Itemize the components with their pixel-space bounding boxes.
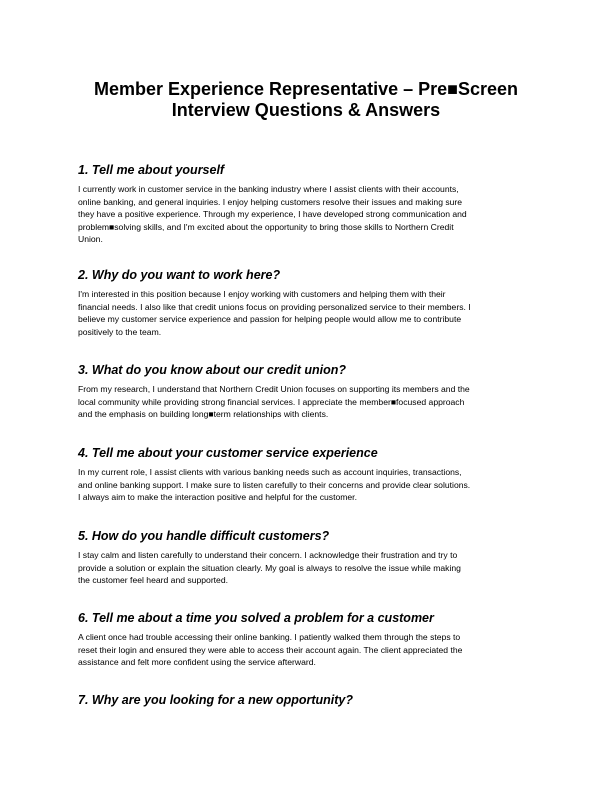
answer-line: believe my customer service experience and passion for helping people would allow me to contribute <box>78 314 462 325</box>
title-line-1: Member Experience Representative – Pre■Screen <box>93 79 519 99</box>
question-answer <box>78 288 536 338</box>
answer-line: they have a positive experience. Through my experience, I have developed strong communication and <box>78 209 467 220</box>
question-section-5 <box>78 529 536 587</box>
question-answer <box>78 549 536 587</box>
question-heading: 6. Tell me about a time you solved a problem for a customer <box>78 611 434 625</box>
answer-line: I currently work in customer service in the banking industry where I assist clients with their accounts, <box>78 184 459 194</box>
question-heading: 1. Tell me about yourself <box>78 163 225 177</box>
question-heading: 4. Tell me about your customer service experience <box>78 446 378 460</box>
document-title <box>60 79 552 121</box>
answer-line: financial needs. I also like that credit unions focus on providing personalized service to their members. I <box>78 301 471 312</box>
question-answer <box>78 383 536 421</box>
question-section-1 <box>78 163 536 246</box>
answer-line: Union. <box>78 234 103 245</box>
answer-line: positively to the team. <box>78 326 162 337</box>
question-heading: 5. How do you handle difficult customers? <box>78 529 330 543</box>
answer-line: I always aim to make the interaction positive and helpful for the customer. <box>78 492 357 503</box>
answer-line: problem■solving skills, and I'm excited about the opportunity to bring those skills to Northern Credit <box>78 221 454 232</box>
answer-line: local community while providing strong financial services. I appreciate the member■focused approach <box>78 396 465 407</box>
answer-line: the customer feel heard and supported. <box>78 575 229 586</box>
answer-line: online banking, and general inquiries. I enjoy helping customers resolve their issues and making sure <box>78 196 463 207</box>
answer-line: In my current role, I assist clients with various banking needs such as account inquiries, transactions, <box>78 467 462 477</box>
question-section-4 <box>78 446 536 504</box>
question-section-7 <box>78 693 536 708</box>
answer-line: and the emphasis on building long■term relationships with clients. <box>78 409 329 420</box>
question-answer <box>78 631 536 669</box>
question-section-3 <box>78 363 536 421</box>
answer-line: assistance and felt more confident using the service afterward. <box>78 657 316 668</box>
question-section-6 <box>78 611 536 669</box>
answer-line: and online banking support. I make sure to listen carefully to their concerns and provide clear solutions. <box>78 479 471 490</box>
answer-line: provide a solution or explain the situation clearly. My goal is always to resolve the issue while making <box>78 562 461 573</box>
answer-line: I'm interested in this position because I enjoy working with customers and helping them with their <box>78 289 446 299</box>
question-answer <box>78 183 536 246</box>
question-heading: 7. Why are you looking for a new opportunity? <box>78 693 354 707</box>
answer-line: A client once had trouble accessing their online banking. I patiently walked them through the steps to <box>78 632 461 642</box>
answer-line: reset their login and ensured they were able to access their account again. The client appreciated the <box>78 644 463 655</box>
title-line-2: Interview Questions & Answers <box>171 100 441 120</box>
question-answer <box>78 466 536 504</box>
answer-line: I stay calm and listen carefully to understand their concern. I acknowledge their frustration and try to <box>78 550 458 560</box>
question-heading: 2. Why do you want to work here? <box>78 268 281 282</box>
question-heading: 3. What do you know about our credit union? <box>78 363 347 377</box>
question-section-2 <box>78 268 536 338</box>
answer-line: From my research, I understand that Northern Credit Union focuses on supporting its members and the <box>78 384 470 394</box>
